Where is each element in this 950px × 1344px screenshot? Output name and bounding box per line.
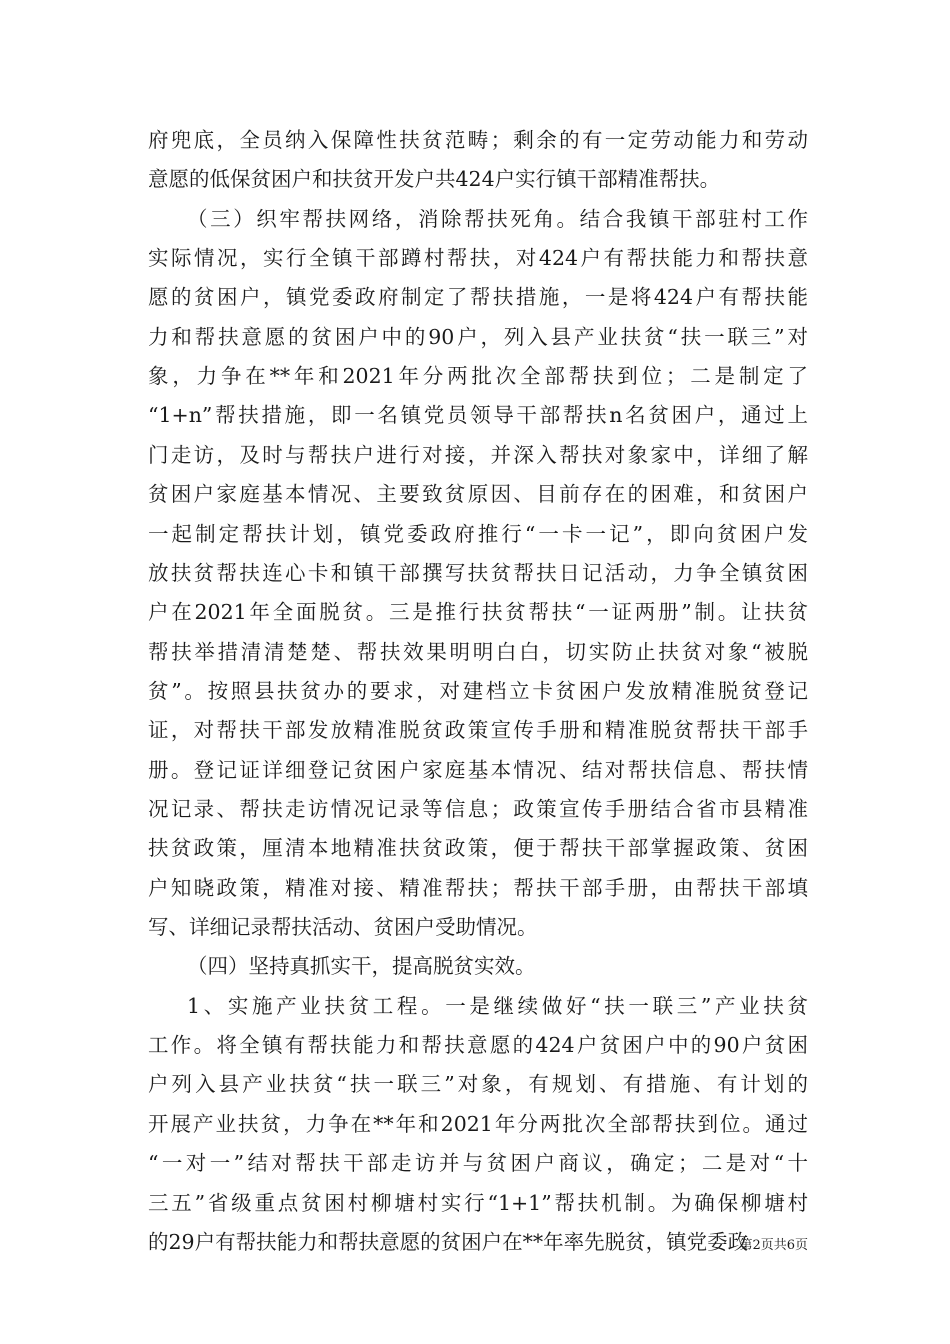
text-line: 贫困户家庭基本情况、主要致贫原因、目前存在的困难，和贫困户 [148,482,808,507]
text-line: 一起制定帮扶计划，镇党委政府推行“一卡一记”，即向贫困户发 [148,521,808,546]
text-line: 开展产业扶贫，力争在**年和2021年分两批次全部帮扶到位。通过 [148,1111,808,1136]
text-line: 实际情况，实行全镇干部蹲村帮扶，对424户有帮扶能力和帮扶意 [148,246,808,271]
text-line: 册。登记证详细登记贫困户家庭基本情况、结对帮扶信息、帮扶情 [148,757,808,782]
text-line: 力和帮扶意愿的贫困户中的90户，列入县产业扶贫“扶一联三”对 [148,324,808,349]
page-footer: 第2页共6页 [739,1238,808,1253]
text-line: （四）坚持真抓实干，提高脱贫实效。 [187,954,536,979]
text-line: 写、详细记录帮扶活动、贫困户受助情况。 [148,915,538,939]
text-line: 府兜底，全员纳入保障性扶贫范畴；剩余的有一定劳动能力和劳动 [148,128,808,152]
text-line: 门走访，及时与帮扶户进行对接，并深入帮扶对象家中，详细了解 [148,442,808,467]
text-line: 扶贫政策，厘清本地精准扶贫政策，便于帮扶干部掌握政策、贫困 [148,836,808,861]
text-line: 户在2021年全面脱贫。三是推行扶贫帮扶“一证两册”制。让扶贫 [148,600,808,625]
text-line: 意愿的低保贫困户和扶贫开发户共424户实行镇干部精准帮扶。 [148,167,721,192]
text-line: 放扶贫帮扶连心卡和镇干部撰写扶贫帮扶日记活动，力争全镇贫困 [148,560,808,585]
text-line: 工作。将全镇有帮扶能力和帮扶意愿的424户贫困户中的90户贫困 [148,1033,808,1058]
text-line: 况记录、帮扶走访情况记录等信息；政策宣传手册结合省市县精准 [148,797,808,821]
text-line: （三）织牢帮扶网络，消除帮扶死角。结合我镇干部驻村工作 [187,206,808,231]
text-line: 1、实施产业扶贫工程。一是继续做好“扶一联三”产业扶贫 [187,993,808,1018]
text-line: 贫”。按照县扶贫办的要求，对建档立卡贫困户发放精准脱贫登记 [148,678,808,703]
text-line: 愿的贫困户，镇党委政府制定了帮扶措施，一是将424户有帮扶能 [148,285,808,310]
text-line: 三五”省级重点贫困村柳塘村实行“1+1”帮扶机制。为确保柳塘村 [148,1190,808,1215]
text-line: 证，对帮扶干部发放精准脱贫政策宣传手册和精准脱贫帮扶干部手 [148,718,808,743]
text-line: 象，力争在**年和2021年分两批次全部帮扶到位；二是制定了 [148,364,808,389]
text-line: 帮扶举措清清楚楚、帮扶效果明明白白，切实防止扶贫对象“被脱 [148,639,808,664]
text-line: 户知晓政策，精准对接、精准帮扶；帮扶干部手册，由帮扶干部填 [148,875,808,900]
text-line: 的29户有帮扶能力和帮扶意愿的贫困户在**年率先脱贫，镇党委政 [148,1229,749,1254]
text-line: “1+n”帮扶措施，即一名镇党员领导干部帮扶n名贫困户，通过上 [148,403,808,428]
text-line: “一对一”结对帮扶干部走访并与贫困户商议，确定；二是对“十 [148,1151,808,1176]
text-line: 户列入县产业扶贫“扶一联三”对象，有规划、有措施、有计划的 [148,1072,808,1097]
